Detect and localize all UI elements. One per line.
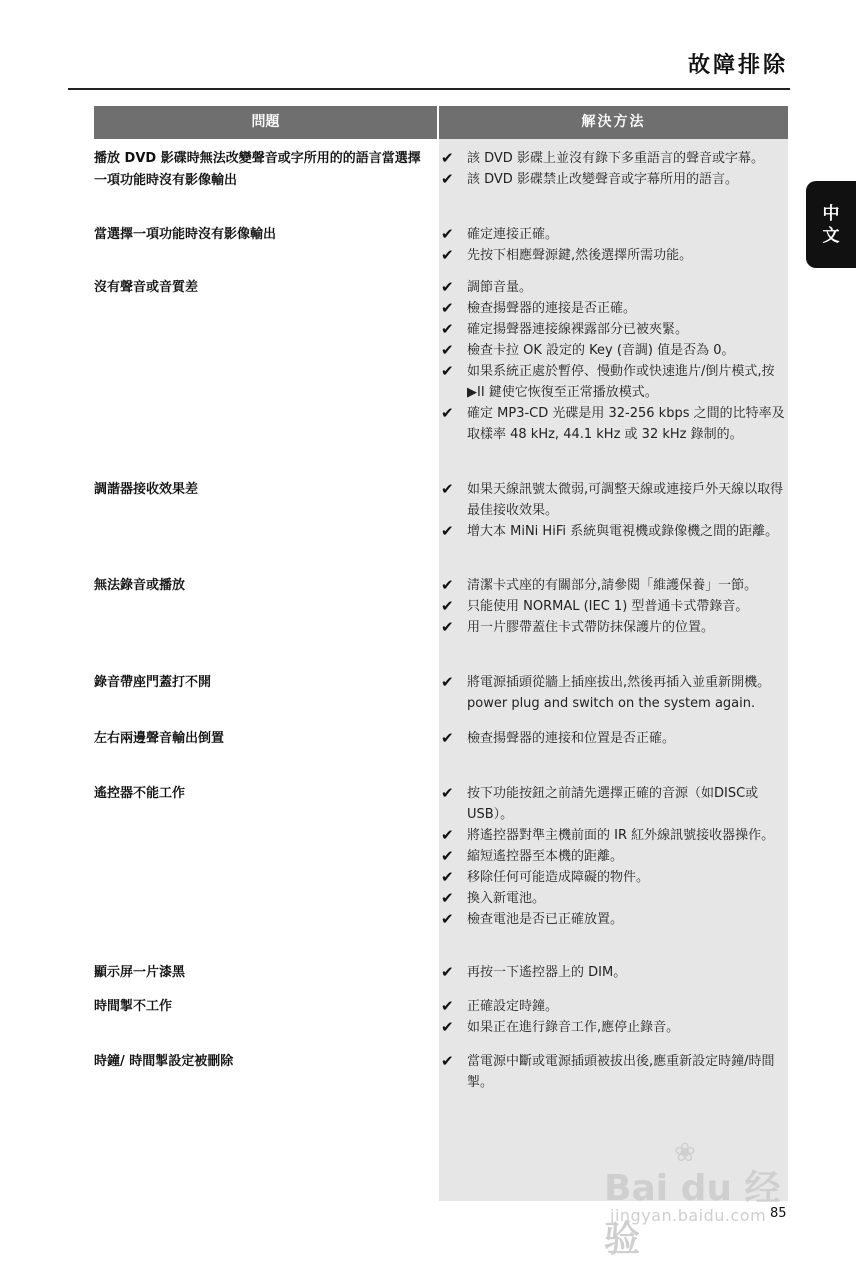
solution-item: ✔ 確定 MP3-CD 光碟是用 32-256 kbps 之間的比特率及取樣率 48 kHz, 44.1 kHz 或 32 kHz 錄制的。 [441,404,785,442]
language-tab[interactable] [806,181,856,268]
solution-list [439,1051,788,1093]
solution-item: ✔ 確定連接正確。 [441,225,559,243]
header-problem: 問題 [251,114,280,130]
checkmark-icon: ✔ [441,826,454,844]
solution-item: ✔ 再按一下遙控器上的 DIM。 [441,963,627,981]
paw-icon: ❀ [674,1138,696,1168]
solution-list [439,277,788,445]
solution-item: ✔ 檢查揚聲器的連接是否正確。 [441,299,637,317]
solution-item: ✔ 如果正在進行錄音工作,應停止錄音。 [441,1018,680,1036]
checkmark-icon: ✔ [441,480,454,498]
checkmark-icon: ✔ [441,278,454,296]
solution-item: ✔ 先按下相應聲源鍵,然後選擇所需功能。 [441,246,693,264]
solution-item: ✔ 檢查揚聲器的連接和位置是否正確。 [441,729,676,747]
solution-item: ✔ 按下功能按鈕之前請先選擇正確的音源（如DISC或USB）。 [441,784,759,822]
solution-item: ✔ 檢查卡拉 OK 設定的 Key (音調) 值是否為 0。 [441,341,735,359]
solution-item: ✔ 該 DVD 影碟禁止改變聲音或字幕所用的語言。 [441,170,738,188]
solution-list [439,672,788,714]
checkmark-icon: ✔ [441,149,454,167]
checkmark-icon: ✔ [441,1018,454,1036]
checkmark-icon: ✔ [441,673,454,691]
problem-text: 當選擇一項功能時沒有影像輸出 [94,227,277,242]
problem-text: 播放 DVD 影碟時無法改變聲音或字所用的的語言當選擇一項功能時沒有影像輸出 [94,151,421,188]
problem-text: 顯示屏一片漆黑 [94,965,186,980]
solution-item: ✔ 增大本 MiNi HiFi 系統與電視機或錄像機之間的距離。 [441,522,779,540]
checkmark-icon: ✔ [441,362,454,380]
problem-text: 錄音帶座門蓋打不開 [94,675,212,690]
solution-item: ✔ 如果系統正處於暫停、慢動作或快速進片/倒片模式,按 ▶II 鍵使它恢復至正常播放模式。 [441,362,775,400]
language-tab-char-1: 中 [822,203,840,224]
solution-item: ✔ 用一片膠帶蓋住卡式帶防抹保護片的位置。 [441,618,715,636]
solution-list [439,962,788,983]
checkmark-icon: ✔ [441,341,454,359]
checkmark-icon: ✔ [441,597,454,615]
checkmark-icon: ✔ [441,784,454,802]
checkmark-icon: ✔ [441,404,454,422]
checkmark-icon: ✔ [441,963,454,981]
solution-item: ✔ 清潔卡式座的有關部分,請參閱「維護保養」一節。 [441,576,758,594]
checkmark-icon: ✔ [441,320,454,338]
checkmark-icon: ✔ [441,729,454,747]
page-number: 85 [770,1206,787,1221]
watermark-url: jingyan.baidu.com [610,1206,767,1225]
solution-list [439,148,788,190]
solution-item: ✔ 移除任何可能造成障礙的物件。 [441,868,650,886]
solution-item: ✔ 將遙控器對準主機前面的 IR 紅外線訊號接收器操作。 [441,826,775,844]
solution-item: ✔ 將電源插頭從牆上插座拔出,然後再插入並重新開機。power plug and switch on the system again. [441,673,771,711]
checkmark-icon: ✔ [441,299,454,317]
checkmark-icon: ✔ [441,618,454,636]
problem-text: 沒有聲音或音質差 [94,280,199,295]
checkmark-icon: ✔ [441,889,454,907]
solution-list [439,575,788,638]
solution-list [439,996,788,1038]
problem-text: 遙控器不能工作 [94,786,186,801]
checkmark-icon: ✔ [441,170,454,188]
checkmark-icon: ✔ [441,225,454,243]
solution-item: ✔ 縮短遙控器至本機的距離。 [441,847,624,865]
solution-item: ✔ 確定揚聲器連接線裸露部分已被夾緊。 [441,320,689,338]
checkmark-icon: ✔ [441,910,454,928]
problem-text: 時鐘/ 時間掣設定被刪除 [94,1054,234,1069]
header-solution: 解決方法 [581,114,646,130]
solution-item: ✔ 該 DVD 影碟上並沒有錄下多重語言的聲音或字幕。 [441,149,764,167]
checkmark-icon: ✔ [441,997,454,1015]
solution-list [439,783,788,930]
checkmark-icon: ✔ [441,1052,454,1070]
solution-list [439,728,788,749]
problem-text: 左右兩邊聲音輸出倒置 [94,731,225,746]
solution-item: ✔ 換入新電池。 [441,889,546,907]
solution-list [439,479,788,542]
problem-text: 無法錄音或播放 [94,578,186,593]
page-title: 故障排除 [687,53,788,78]
solution-item: ✔ 調節音量。 [441,278,533,296]
title-divider [68,88,790,90]
solution-list [439,224,788,266]
problem-text: 調諧器接收效果差 [94,482,199,497]
checkmark-icon: ✔ [441,868,454,886]
solution-item: ✔ 只能使用 NORMAL (IEC 1) 型普通卡式帶錄音。 [441,597,749,615]
checkmark-icon: ✔ [441,246,454,264]
solution-item: ✔ 正確設定時鐘。 [441,997,559,1015]
language-tab-char-2: 文 [822,225,840,246]
solution-item: ✔ 當電源中斷或電源插頭被拔出後,應重新設定時鐘/時間掣。 [441,1052,775,1090]
checkmark-icon: ✔ [441,847,454,865]
checkmark-icon: ✔ [441,576,454,594]
watermark-logo: Bai du 经验 [604,1168,781,1260]
table-header [94,106,788,139]
solution-item: ✔ 如果天線訊號太微弱,可調整天線或連接戶外天線以取得最佳接收效果。 [441,480,784,518]
checkmark-icon: ✔ [441,522,454,540]
problem-text: 時間掣不工作 [94,999,173,1014]
solution-item: ✔ 檢查電池是否已正確放置。 [441,910,624,928]
